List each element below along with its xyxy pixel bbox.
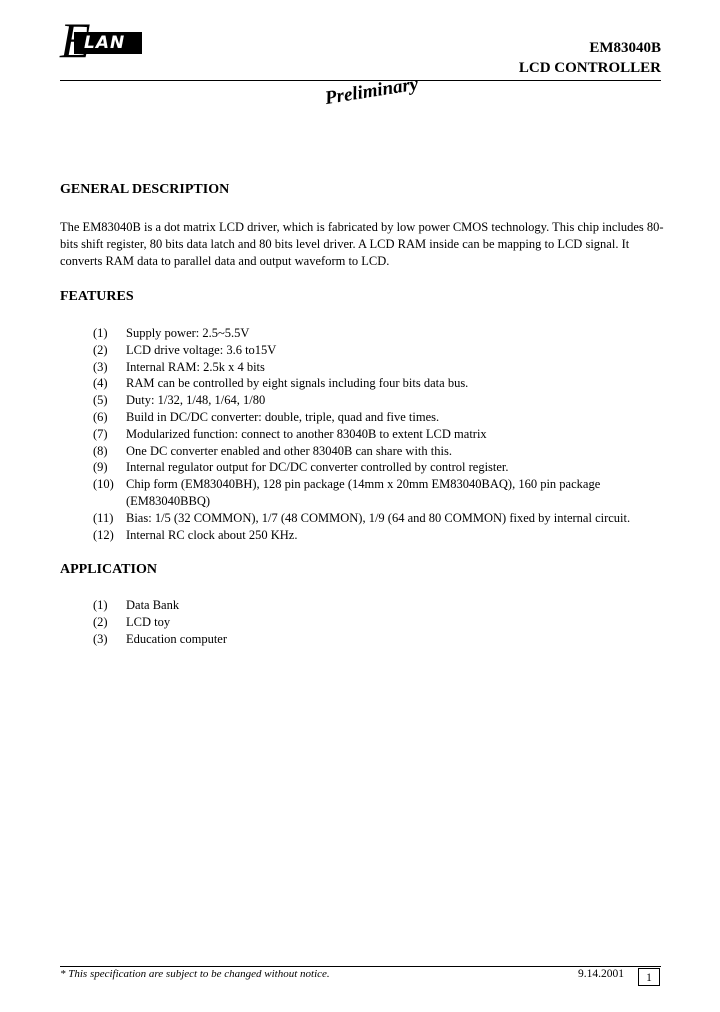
logo-text: LAN — [84, 33, 126, 53]
item-number: (6) — [93, 409, 108, 424]
list-item — [93, 631, 666, 648]
list-item — [93, 426, 666, 443]
item-number: (9) — [93, 460, 108, 475]
item-text: Data Bank — [126, 598, 180, 612]
item-number: (1) — [93, 598, 108, 612]
item-number: (10) — [93, 477, 114, 492]
item-text: Internal regulator output for DC/DC converter controlled by control register. — [126, 460, 509, 475]
item-number: (5) — [93, 393, 108, 408]
item-text: Supply power: 2.5~5.5V — [126, 326, 250, 340]
list-item — [93, 459, 666, 476]
list-item — [93, 325, 666, 342]
application-list — [93, 597, 666, 647]
item-number: (3) — [93, 359, 108, 374]
item-number: (7) — [93, 426, 108, 441]
preliminary-stamp: Preliminary — [323, 73, 420, 110]
logo-letter: E — [60, 12, 91, 68]
elan-logo — [60, 12, 150, 68]
list-item — [93, 510, 666, 527]
item-text: One DC converter enabled and other 83040B can share with this. — [126, 443, 452, 458]
page-number: 1 — [638, 968, 660, 986]
item-text: Duty: 1/32, 1/48, 1/64, 1/80 — [126, 393, 266, 408]
item-number: (11) — [93, 510, 114, 525]
item-text: Build in DC/DC converter: double, triple, quad and five times. — [126, 409, 440, 424]
item-text: Chip form (EM83040BH), 128 pin package (14mm x 20mm EM83040BAQ), 160 pin package (EM83040BBQ) — [126, 477, 601, 508]
product-title: LCD CONTROLLER — [518, 60, 661, 76]
item-text: Internal RAM: 2.5k x 4 bits — [126, 359, 265, 374]
item-text: RAM can be controlled by eight signals including four bits data bus. — [126, 376, 469, 391]
footer-divider — [60, 966, 661, 967]
item-text: LCD toy — [126, 614, 171, 629]
item-number: (12) — [93, 527, 114, 542]
item-text: Bias: 1/5 (32 COMMON), 1/7 (48 COMMON), 1/9 (64 and 80 COMMON) fixed by internal circuit. — [126, 510, 631, 525]
header-right — [519, 38, 661, 78]
footer-date: 9.14.2001 — [578, 968, 624, 980]
list-item — [93, 359, 666, 376]
list-item — [93, 342, 666, 359]
features-heading: FEATURES — [60, 289, 134, 304]
item-number: (3) — [93, 631, 108, 646]
header-divider — [60, 80, 661, 81]
item-text: LCD drive voltage: 3.6 to15V — [126, 342, 277, 357]
application-heading: APPLICATION — [60, 562, 157, 577]
item-text: Internal RC clock about 250 KHz. — [126, 527, 298, 542]
list-item — [93, 597, 666, 614]
item-number: (8) — [93, 443, 108, 458]
item-text: Education computer — [126, 631, 228, 646]
footer-disclaimer: * This specification are subject to be changed without notice. — [60, 968, 330, 980]
model-number: EM83040B — [589, 40, 661, 56]
item-number: (2) — [93, 614, 108, 629]
features-list — [93, 325, 666, 543]
item-text: Modularized function: connect to another 83040B to extent LCD matrix — [126, 426, 487, 441]
list-item — [93, 375, 666, 392]
item-number: (4) — [93, 376, 108, 391]
item-number: (2) — [93, 342, 108, 357]
list-item — [93, 392, 666, 409]
list-item — [93, 443, 666, 460]
list-item — [93, 527, 666, 544]
list-item — [93, 476, 666, 510]
list-item — [93, 614, 666, 631]
general-description-text: The EM83040B is a dot matrix LCD driver, which is fabricated by low power CMOS technology. This chip includes 80-bits shift register, 80 bits data latch and 80 bits level driver. A LCD RAM inside can be mapping to LCD signal. It converts RAM data to parallel data and output waveform to LCD. — [60, 220, 664, 268]
general-description-heading: GENERAL DESCRIPTION — [60, 182, 230, 197]
item-number: (1) — [93, 326, 108, 340]
list-item — [93, 409, 666, 426]
